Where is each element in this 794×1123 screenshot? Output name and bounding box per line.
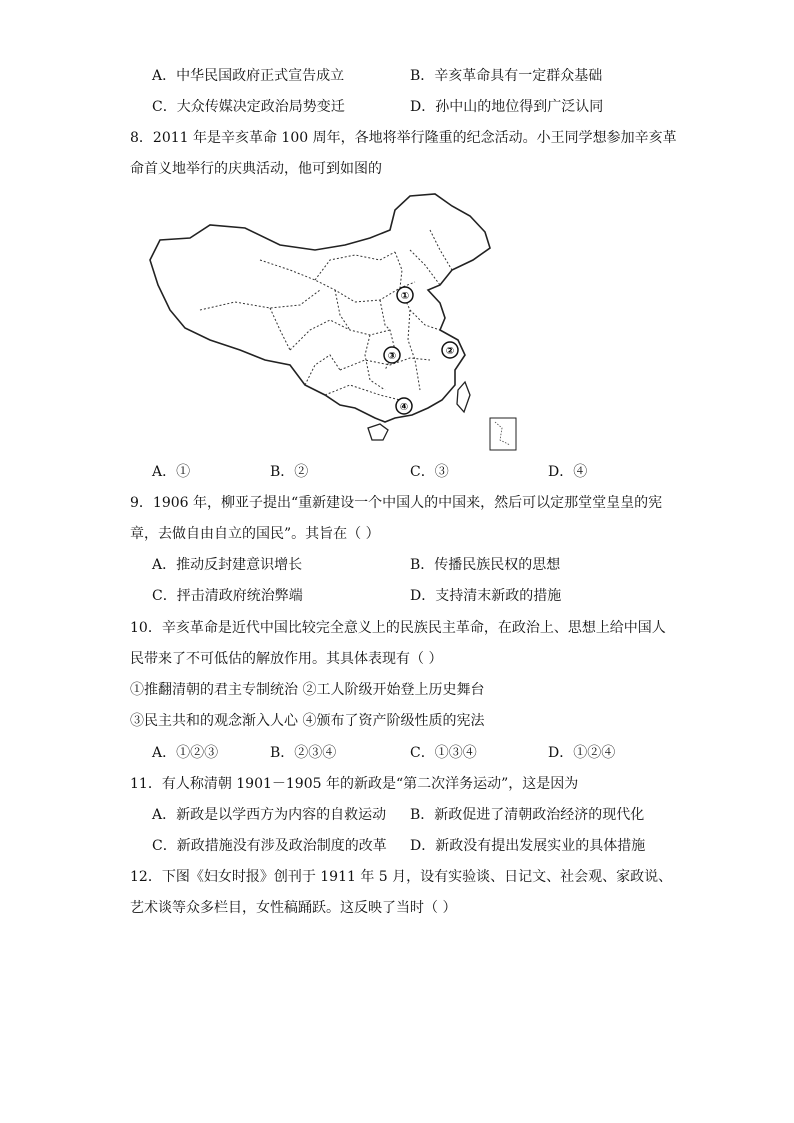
q10-option-d: D．①②④ <box>548 745 616 761</box>
marker-3-label: ③ <box>387 351 397 362</box>
q9-option-b: B．传播民族民权的思想 <box>410 557 561 573</box>
q8-stem-line1: 8．2011 年是辛亥革命 100 周年，各地将举行隆重的纪念活动。小王同学想参加辛亥革 <box>130 130 677 146</box>
q11-option-d: D．新政没有提出发展实业的具体措施 <box>410 838 646 854</box>
q7-option-c: C．大众传媒决定政治局势变迁 <box>152 99 345 115</box>
q7-option-a: A．中华民国政府正式宣告成立 <box>152 68 345 84</box>
marker-4 <box>396 398 412 414</box>
q8-option-a: A．① <box>152 464 191 480</box>
q9-option-c: C．抨击清政府统治弊端 <box>152 588 303 604</box>
china-map-svg <box>140 190 530 455</box>
china-map-figure <box>140 190 530 455</box>
q11-stem: 11．有人称清朝 1901－1905 年的新政是“第二次洋务运动”，这是因为 <box>130 776 579 792</box>
q7-option-b: B．辛亥革命具有一定群众基础 <box>410 68 603 84</box>
province-borders <box>200 230 455 400</box>
q10-option-c: C．①③④ <box>410 745 477 761</box>
hainan-island <box>368 424 388 440</box>
taiwan-island <box>457 382 470 412</box>
q11-option-b: B．新政促进了清朝政治经济的现代化 <box>410 807 645 823</box>
q10-stem-line1: 10．辛亥革命是近代中国比较完全意义上的民族民主革命，在政治上、思想上给中国人 <box>130 620 666 636</box>
marker-2-label: ② <box>445 346 455 357</box>
q8-option-d: D．④ <box>548 464 588 480</box>
q9-option-d: D．支持清末新政的措施 <box>410 588 562 604</box>
marker-1 <box>397 287 413 303</box>
q12-stem-line2: 艺术谈等众多栏目，女性稿踊跃。这反映了当时（ ） <box>130 900 457 916</box>
q8-option-b: B．② <box>270 464 309 480</box>
marker-4-label: ④ <box>399 402 409 413</box>
q12-stem-line1: 12．下图《妇女时报》创刊于 1911 年 5 月，设有实验谈、日记文、社会观、家政说、 <box>130 869 673 885</box>
q10-option-b: B．②③④ <box>270 745 337 761</box>
q10-stem-line2: 民带来了不可低估的解放作用。其具体表现有（ ） <box>130 651 443 667</box>
q11-option-c: C．新政措施没有涉及政治制度的改革 <box>152 838 387 854</box>
q10-items-line1: ①推翻清朝的君主专制统治 ②工人阶级开始登上历史舞台 <box>130 682 485 698</box>
q11-option-a: A．新政是以学西方为内容的自救运动 <box>152 807 387 823</box>
marker-3 <box>384 347 400 363</box>
q7-option-d: D．孙中山的地位得到广泛认同 <box>410 99 604 115</box>
marker-2 <box>442 342 458 358</box>
marker-1-label: ① <box>400 291 410 302</box>
q10-option-a: A．①②③ <box>152 745 219 761</box>
q9-stem-line1: 9．1906 年，柳亚子提出“重新建设一个中国人的中国来，然后可以定那堂堂皇皇的宪 <box>130 495 663 511</box>
q10-items-line2: ③民主共和的观念渐入人心 ④颁布了资产阶级性质的宪法 <box>130 713 485 729</box>
q8-stem-line2: 命首义地举行的庆典活动，他可到如图的 <box>130 161 382 177</box>
south-china-sea-inset <box>490 418 516 450</box>
q8-option-c: C．③ <box>410 464 449 480</box>
china-outline <box>150 194 490 422</box>
q9-option-a: A．推动反封建意识增长 <box>152 557 303 573</box>
q9-stem-line2: 章，去做自由自立的国民”。其旨在（ ） <box>130 526 380 542</box>
